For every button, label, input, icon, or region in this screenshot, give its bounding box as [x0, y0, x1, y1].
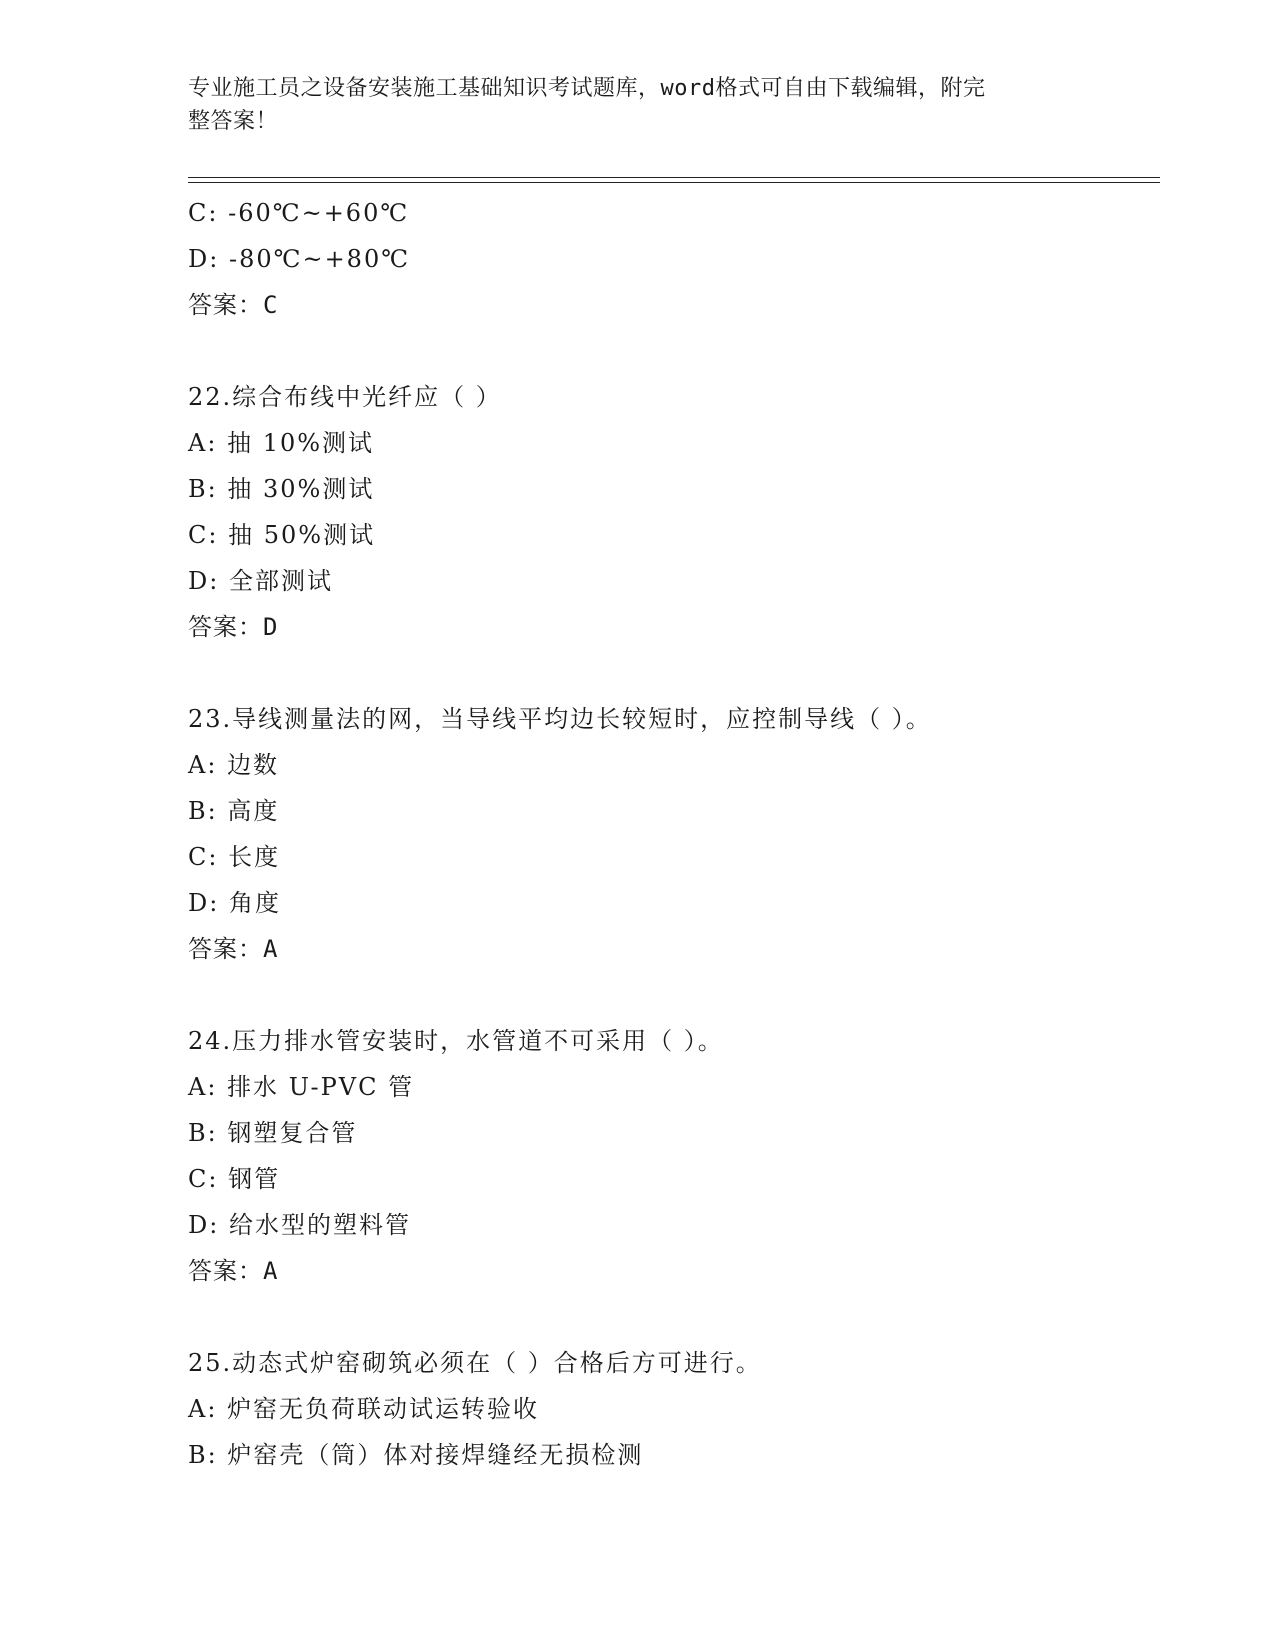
option-prefix: D:: [188, 1211, 220, 1239]
spacer: [188, 972, 1160, 1018]
option-text: 高度: [227, 797, 280, 825]
option-text: -80℃~+80℃: [228, 245, 411, 273]
option-prefix: C:: [188, 1165, 219, 1193]
answer-value: A: [263, 1257, 279, 1285]
answer-line: [188, 1248, 1160, 1294]
option-b: [188, 788, 1160, 834]
option-prefix: C:: [188, 199, 219, 227]
option-prefix: D:: [188, 889, 220, 917]
question-stem: 22.综合布线中光纤应（ ）: [188, 383, 502, 411]
option-prefix: D:: [188, 567, 220, 595]
option-prefix: C:: [188, 843, 219, 871]
option-prefix: B:: [188, 475, 218, 503]
option-prefix: C:: [188, 521, 219, 549]
option-text: 给水型的塑料管: [228, 1211, 411, 1239]
spacer: [188, 328, 1160, 374]
option-text: 排水 U-PVC 管: [227, 1073, 415, 1101]
answer-line: [188, 604, 1160, 650]
question-23: [188, 696, 1160, 972]
option-prefix: B:: [188, 1441, 218, 1469]
option-c: [188, 512, 1160, 558]
answer-value: C: [263, 291, 279, 319]
answer-value: D: [263, 613, 279, 641]
option-text: 角度: [228, 889, 281, 917]
option-b: [188, 1432, 1160, 1478]
option-text: 长度: [228, 843, 281, 871]
option-prefix: A:: [188, 751, 218, 779]
option-b: [188, 466, 1160, 512]
header-rule-bottom: [188, 182, 1160, 183]
option-text: 炉窑无负荷联动试运转验收: [227, 1395, 540, 1423]
option-a: [188, 420, 1160, 466]
option-a: [188, 742, 1160, 788]
header-title-line-2: 整答案！: [188, 109, 279, 134]
option-text: 钢塑复合管: [227, 1119, 358, 1147]
spacer: [188, 1294, 1160, 1340]
header-rule-top: [188, 177, 1160, 178]
answer-label: 答案：: [188, 935, 263, 963]
option-d: [188, 558, 1160, 604]
option-d: [188, 880, 1160, 926]
option-text: 抽 30%测试: [227, 475, 375, 503]
document-header: [188, 72, 1068, 138]
option-a: [188, 1064, 1160, 1110]
question-25: [188, 1340, 1160, 1478]
option-d: [188, 1202, 1160, 1248]
question-stem: 25.动态式炉窑砌筑必须在（ ）合格后方可进行。: [188, 1349, 762, 1377]
answer-line: [188, 282, 1160, 328]
option-b: [188, 1110, 1160, 1156]
option-text: 全部测试: [228, 567, 333, 595]
answer-label: 答案：: [188, 291, 263, 319]
option-c: [188, 190, 1160, 236]
question-21-tail: [188, 190, 1160, 328]
question-list: [188, 190, 1160, 1478]
option-text: 抽 10%测试: [227, 429, 375, 457]
question-22: [188, 374, 1160, 650]
option-prefix: B:: [188, 797, 218, 825]
option-text: 钢管: [228, 1165, 281, 1193]
question-24: [188, 1018, 1160, 1294]
option-c: [188, 834, 1160, 880]
option-prefix: A:: [188, 429, 218, 457]
option-text: 炉窑壳（筒）体对接焊缝经无损检测: [227, 1441, 644, 1469]
option-c: [188, 1156, 1160, 1202]
header-title-line-1: 专业施工员之设备安装施工基础知识考试题库，word格式可自由下载编辑，附完: [188, 76, 986, 101]
answer-line: [188, 926, 1160, 972]
option-text: -60℃~+60℃: [228, 199, 410, 227]
spacer: [188, 650, 1160, 696]
option-prefix: A:: [188, 1073, 218, 1101]
option-prefix: A:: [188, 1395, 218, 1423]
question-stem: 24.压力排水管安装时，水管道不可采用（ ）。: [188, 1027, 724, 1055]
answer-value: A: [263, 935, 279, 963]
option-d: [188, 236, 1160, 282]
option-text: 抽 50%测试: [228, 521, 376, 549]
option-a: [188, 1386, 1160, 1432]
answer-label: 答案：: [188, 613, 263, 641]
option-prefix: D:: [188, 245, 220, 273]
answer-label: 答案：: [188, 1257, 263, 1285]
option-text: 边数: [227, 751, 280, 779]
question-stem: 23.导线测量法的网，当导线平均边长较短时，应控制导线（ ）。: [188, 705, 932, 733]
option-prefix: B:: [188, 1119, 218, 1147]
